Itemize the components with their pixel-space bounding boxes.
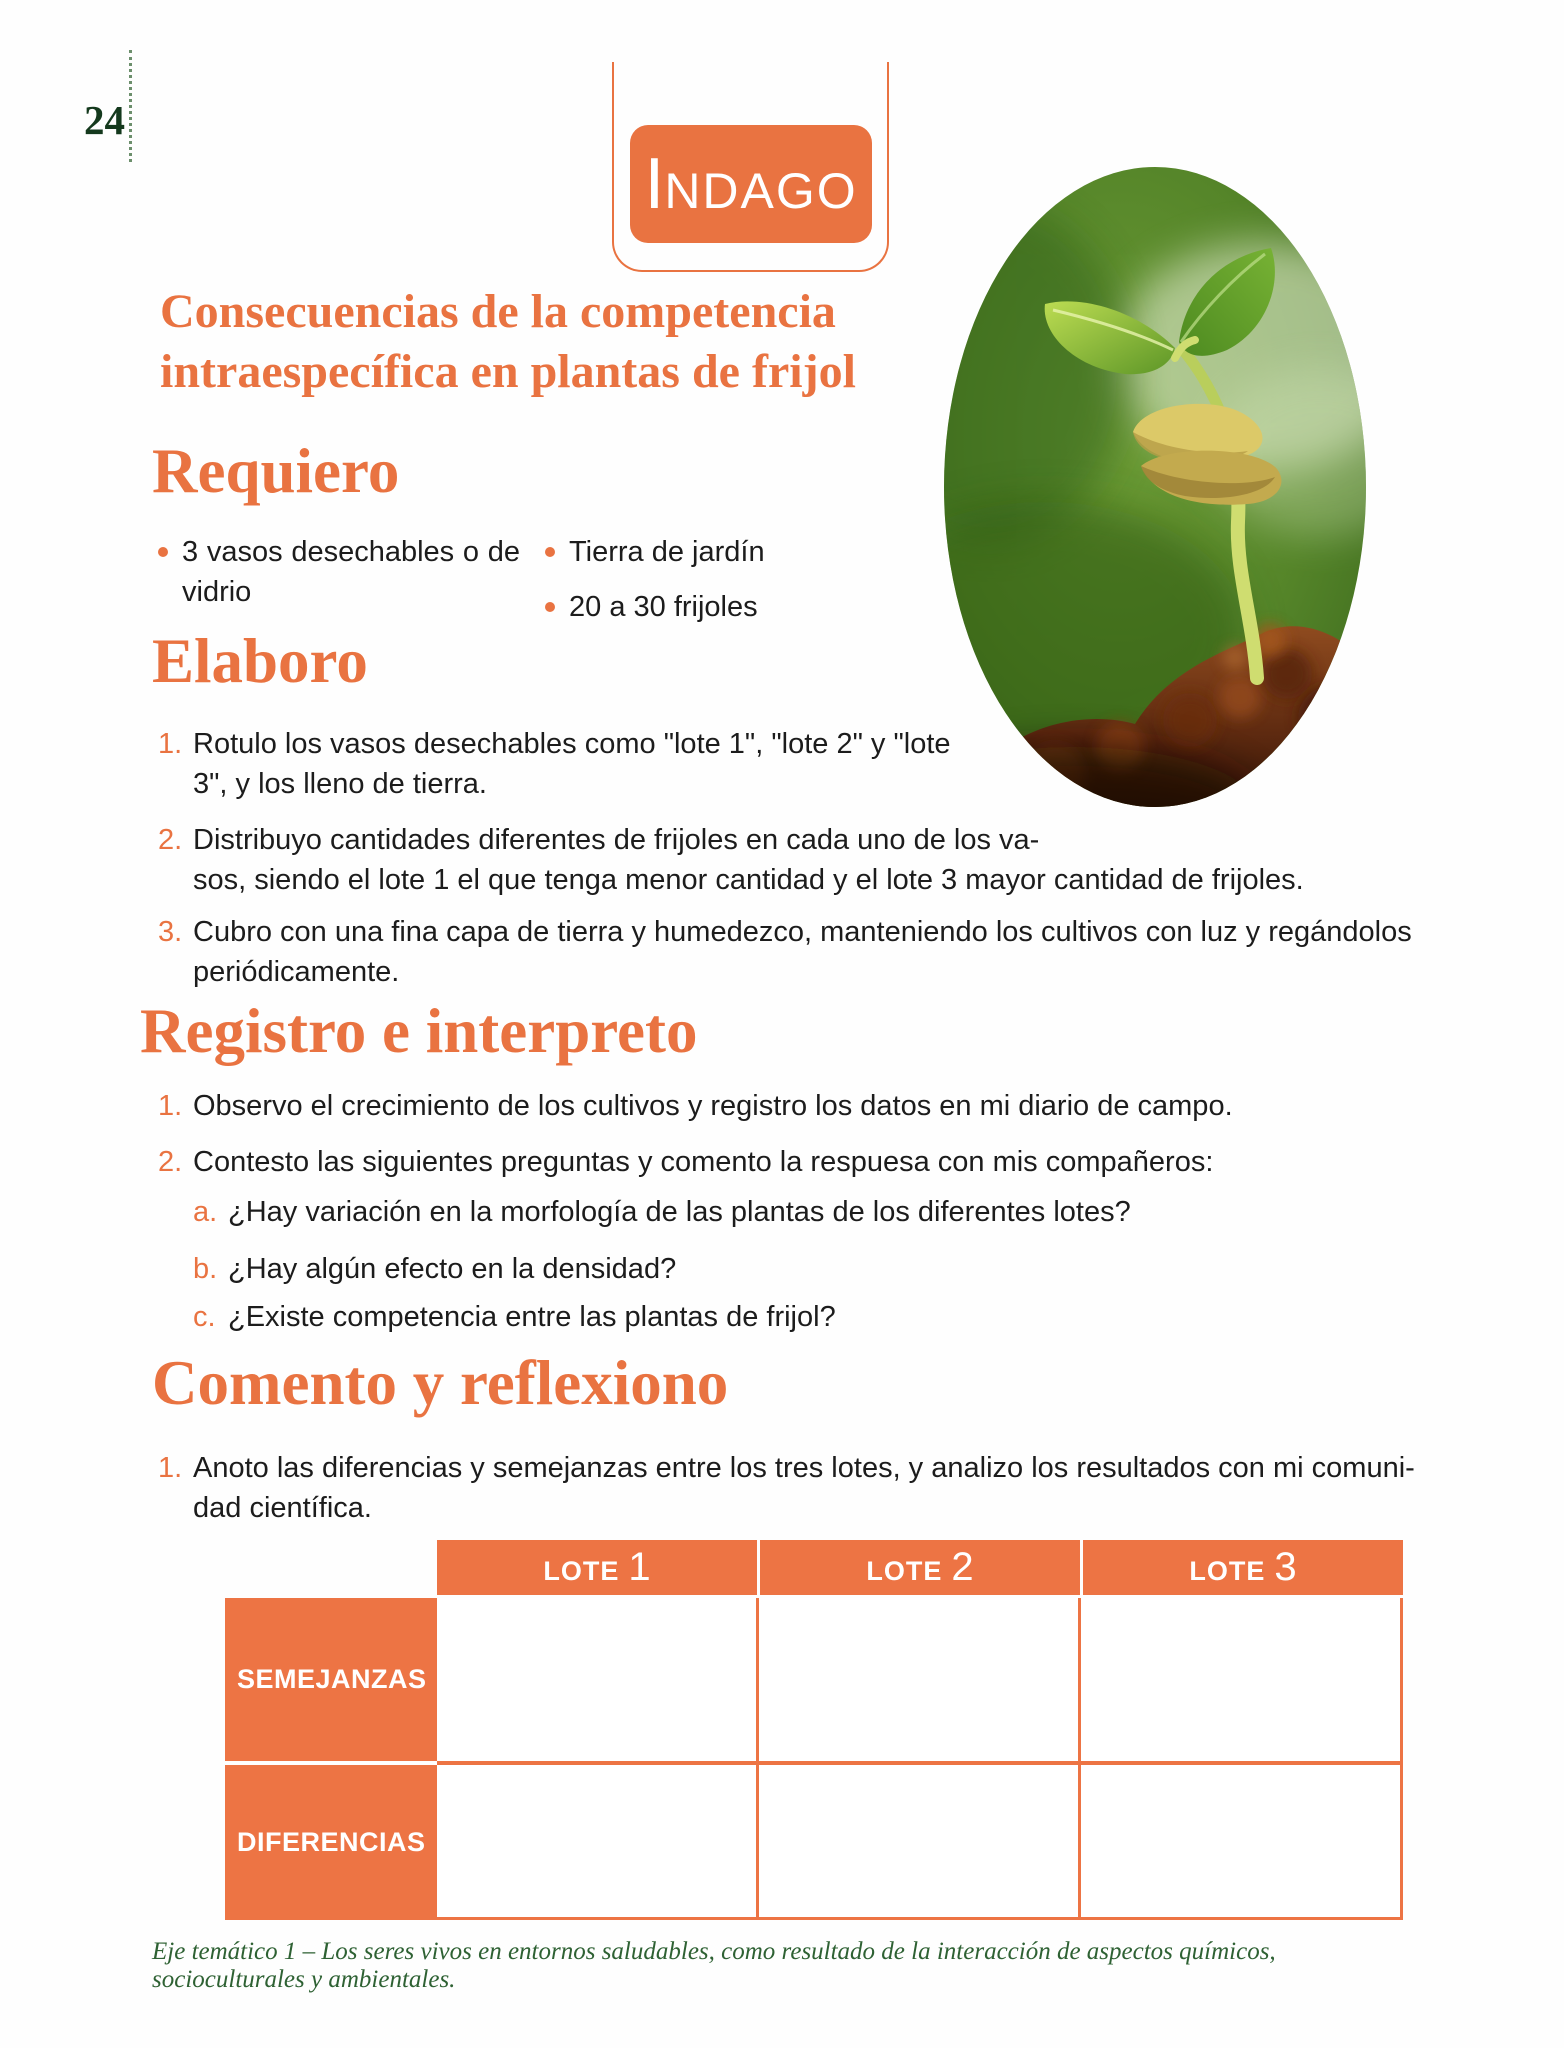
table-header-row — [437, 1540, 1403, 1595]
cell-semejanzas-lote1 — [437, 1598, 756, 1761]
question-letter: c. — [193, 1301, 216, 1333]
material-text: 3 vasos desechables o de vidrio — [182, 536, 520, 608]
heading-comento: Comento y reflexiono — [152, 1348, 729, 1418]
page-number: 24 — [84, 97, 125, 143]
step-number: 2. — [158, 1146, 183, 1178]
elaboro-step-1 — [158, 724, 951, 804]
table-body — [437, 1598, 1403, 1920]
bullet-icon — [545, 602, 555, 612]
row-header-semejanzas: SEMEJANZAS — [225, 1598, 437, 1761]
question-text: ¿Existe competencia entre las plantas de frijol? — [228, 1301, 836, 1333]
cell-semejanzas-lote3 — [1081, 1598, 1400, 1761]
question-letter: b. — [193, 1253, 218, 1285]
row-header-diferencias: DIFERENCIAS — [225, 1765, 437, 1920]
material-item — [545, 532, 945, 572]
indago-badge — [630, 125, 872, 243]
materials-column-right — [545, 532, 945, 627]
activity-title-line1: Consecuencias de la competencia — [160, 285, 836, 338]
comento-step-1 — [158, 1448, 1415, 1528]
question-text: ¿Hay algún efecto en la densidad? — [228, 1253, 677, 1285]
cell-diferencias-lote1 — [437, 1765, 756, 1917]
elaboro-step-2 — [158, 820, 1304, 900]
cell-diferencias-lote3 — [1081, 1765, 1400, 1917]
registro-step-1 — [158, 1086, 1233, 1126]
elaboro-step-3 — [158, 912, 1412, 992]
heading-registro: Registro e interpreto — [140, 996, 698, 1066]
cell-diferencias-lote2 — [759, 1765, 1078, 1917]
bullet-icon — [158, 547, 168, 557]
question-letter: a. — [193, 1196, 218, 1228]
cell-semejanzas-lote2 — [759, 1598, 1078, 1761]
step-number: 1. — [158, 1090, 183, 1122]
step-text: Observo el crecimiento de los cultivos y registro los datos en mi diario de campo. — [193, 1090, 1233, 1122]
activity-title-line2: intraespecífica en plantas de frijol — [160, 345, 856, 398]
heading-requiero: Requiero — [152, 436, 400, 506]
question-text: ¿Hay variación en la morfología de las plantas de los diferentes lotes? — [228, 1196, 1131, 1228]
registro-step-2 — [158, 1142, 1213, 1182]
table-header-lote-1: LOTE 1 — [437, 1540, 757, 1595]
step-text: Rotulo los vasos desechables como "lote 1", "lote 2" y "lote 3", y los lleno de tierra. — [193, 728, 951, 800]
material-text: Tierra de jardín — [569, 536, 765, 568]
material-item — [545, 587, 945, 627]
bullet-icon — [545, 547, 555, 557]
step-number: 2. — [158, 824, 183, 856]
step-text: Cubro con una fina capa de tierra y humedezco, manteniendo los cultivos con luz y regándolos periódicamente. — [193, 916, 1412, 988]
heading-elaboro: Elaboro — [152, 626, 368, 696]
material-item — [158, 532, 530, 612]
lotes-comparison-table — [225, 1540, 1403, 1920]
bean-sprout-illustration — [935, 162, 1375, 812]
margin-dotted-line — [129, 50, 132, 162]
question-c — [193, 1297, 836, 1337]
step-text: Anoto las diferencias y semejanzas entre los tres lotes, y analizo los resultados con mi comuni- dad científica. — [193, 1452, 1415, 1524]
indago-badge-label: NDAGO — [664, 163, 858, 219]
step-number: 3. — [158, 916, 183, 948]
question-b — [193, 1249, 676, 1289]
step-text: Distribuyo cantidades diferentes de frijoles en cada uno de los va- sos, siendo el lote 1 el que tenga menor cantidad y el lote 3 mayor cantidad de frijoles. — [193, 824, 1304, 896]
bean-sprout-photo — [935, 162, 1375, 812]
indago-badge-initial: I — [644, 144, 665, 224]
thematic-axis-footer: Eje temático 1 – Los seres vivos en entornos saludables, como resultado de la interacción de aspectos químicos, socioculturales y ambientales. — [152, 1938, 1276, 1993]
step-number: 1. — [158, 1452, 183, 1484]
table-header-lote-3: LOTE 3 — [1083, 1540, 1403, 1595]
activity-title — [160, 282, 960, 402]
materials-column-left — [158, 532, 530, 612]
step-text: Contesto las siguientes preguntas y comento la respuesa con mis compañeros: — [193, 1146, 1214, 1178]
question-a — [193, 1192, 1131, 1232]
step-number: 1. — [158, 728, 183, 760]
material-text: 20 a 30 frijoles — [569, 591, 758, 623]
table-header-lote-2: LOTE 2 — [760, 1540, 1080, 1595]
